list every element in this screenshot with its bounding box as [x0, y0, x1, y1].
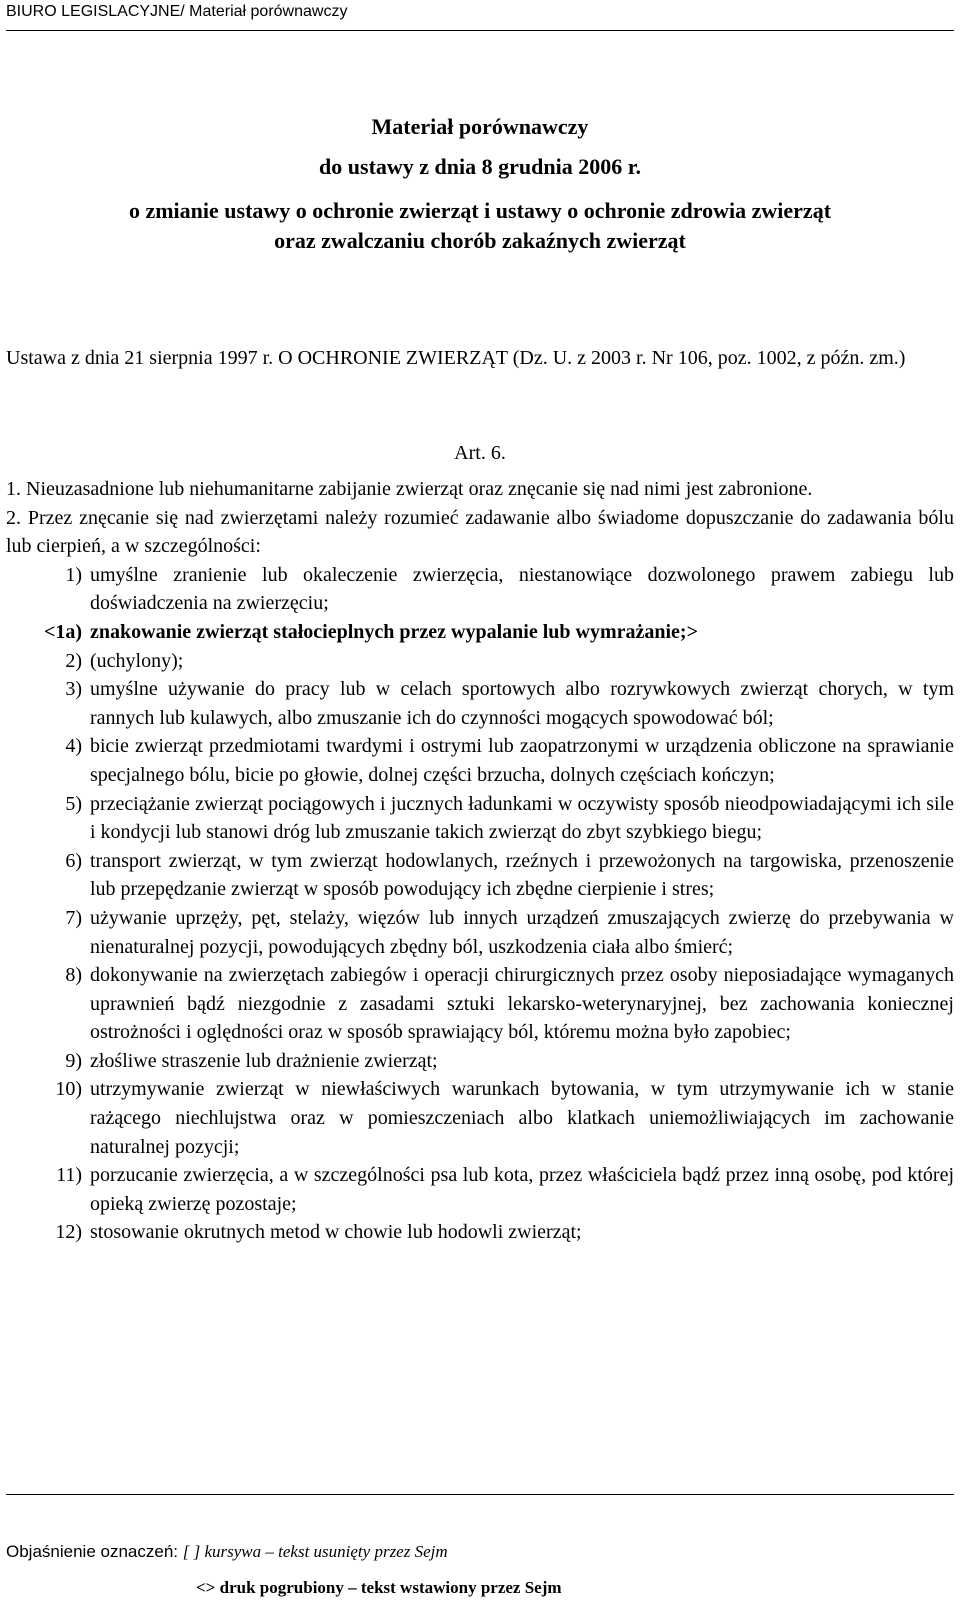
- list-item: [6, 675, 954, 732]
- item-text: (uchylony);: [90, 649, 184, 672]
- legend-deleted: [ ] kursywa – tekst usunięty przez Sejm: [182, 1542, 448, 1561]
- item-number: 10): [55, 1078, 82, 1101]
- header-text: BIURO LEGISLACYJNE/ Materiał porównawczy: [6, 3, 348, 20]
- list-item: [6, 1161, 954, 1218]
- item-number: 3): [65, 678, 82, 701]
- list-item: [6, 1075, 954, 1161]
- page-header: [6, 0, 954, 31]
- title-subject: do ustawy z dnia 8 grudnia 2006 r.: [319, 154, 641, 179]
- footer-label: Objaśnienie oznaczeń:: [6, 1542, 179, 1561]
- item-number: <1a): [43, 620, 82, 643]
- item-number: 12): [55, 1221, 82, 1244]
- paragraph-1: 1. Nieuzasadnione lub niehumanitarne zabijanie zwierząt oraz znęcanie się nad nimi jest zabronione.: [6, 478, 813, 500]
- document-titles: [0, 112, 960, 256]
- item-text: porzucanie zwierzęcia, a w szczególności psa lub kota, przez właściciela bądź przez inną osobę, pod której opieką zwierzę pozostaje;: [90, 1164, 954, 1215]
- footer-divider: [6, 1494, 954, 1495]
- article-heading: Art. 6.: [454, 442, 506, 464]
- list-item: [6, 904, 954, 961]
- list-item: [6, 790, 954, 847]
- footer-legend-1: [6, 1540, 448, 1564]
- item-number: 2): [65, 649, 82, 672]
- article-content: [6, 475, 954, 1247]
- item-text: transport zwierząt, w tym zwierząt hodowlanych, rzeźnych i przewożonych na targowiska, przenoszenie lub przepędzanie zwierząt w sposób powodujący ich zbędne cierpienie i stres;: [90, 849, 954, 901]
- list-item: [6, 961, 954, 1047]
- item-text: utrzymywanie zwierząt w niewłaściwych warunkach bytowania, w tym utrzymywanie ich w stanie rażącego niechlujstwa oraz w pomieszczeniach albo klatkach uniemożliwiających im zachowanie naturalnej pozycji;: [90, 1078, 954, 1158]
- item-number: 6): [65, 849, 82, 872]
- item-text: stosowanie okrutnych metod w chowie lub hodowli zwierząt;: [90, 1221, 582, 1244]
- act-reference: Ustawa z dnia 21 sierpnia 1997 r. O OCHRONIE ZWIERZĄT (Dz. U. z 2003 r. Nr 106, poz. 1002, z późn. zm.): [6, 347, 906, 369]
- item-text: umyślne używanie do pracy lub w celach sportowych albo rozrywkowych zwierząt chorych, w tym rannych lub kulawych, albo zmuszanie ich do czynności mogących spowodować ból;: [90, 678, 954, 729]
- list-item: [6, 647, 954, 676]
- list-item: [6, 561, 954, 618]
- item-text: bicie zwierząt przedmiotami twardymi i ostrymi lub zaopatrzonymi w urządzenia obliczone na sprawianie specjalnego bólu, bicie po głowie, dolnej części brzucha, dolnych częściach kończyn;: [90, 735, 954, 786]
- item-text: używanie uprzęży, pęt, stelaży, więzów lub innych urządzeń zmuszających zwierzę do przebywania w nienaturalnej pozycji, powodujących zbędny ból, uszkodzenia ciała albo śmierć;: [90, 906, 954, 958]
- item-text: dokonywanie na zwierzętach zabiegów i operacji chirurgicznych przez osoby nieposiadające wymaganych uprawnień bądź niezgodnie z zasadami sztuki lekarsko-weterynaryjnej, bez zachowania koniecznej ostrożności i oględności oraz w sposób sprawiający ból, któremu można było zapobiec;: [90, 964, 954, 1044]
- item-number: 9): [65, 1049, 82, 1072]
- item-number: 11): [56, 1164, 82, 1187]
- list-item: [6, 732, 954, 789]
- list-item-inserted: [6, 618, 954, 647]
- item-text: umyślne zranienie lub okaleczenie zwierzęcia, niestanowiące dozwolonego prawem zabiegu lub doświadczenia na zwierzęciu;: [90, 563, 954, 615]
- item-number: 4): [65, 735, 82, 758]
- list-item: [6, 847, 954, 904]
- item-number: 1): [65, 563, 82, 586]
- item-number: 5): [65, 792, 82, 815]
- title-line-4: oraz zwalczaniu chorób zakaźnych zwierząt: [274, 228, 686, 253]
- legend-inserted: <> druk pogrubiony – tekst wstawiony przez Sejm: [196, 1578, 562, 1597]
- paragraph-2: 2. Przez znęcanie się nad zwierzętami należy rozumieć zadawanie albo świadome dopuszczanie do zadawania bólu lub cierpień, a w szczególności:: [6, 506, 954, 558]
- title-main: Materiał porównawczy: [371, 114, 589, 139]
- item-text: złośliwe straszenie lub drażnienie zwierząt;: [90, 1049, 438, 1072]
- item-text: przeciążanie zwierząt pociągowych i jucznych ładunkami w oczywisty sposób nieodpowiadającymi ich sile i kondycji lub stanowi dróg lub zmuszanie takich zwierząt do zbyt szybkiego biegu;: [90, 792, 954, 844]
- title-line-3: o zmianie ustawy o ochronie zwierząt i ustawy o ochronie zdrowia zwierząt: [128, 198, 832, 223]
- item-text: znakowanie zwierząt stałocieplnych przez wypalanie lub wymrażanie;>: [90, 620, 698, 643]
- item-number: 7): [65, 906, 82, 929]
- list-item: [6, 1218, 954, 1247]
- item-list: [6, 561, 954, 1247]
- item-number: 8): [65, 964, 82, 987]
- list-item: [6, 1047, 954, 1076]
